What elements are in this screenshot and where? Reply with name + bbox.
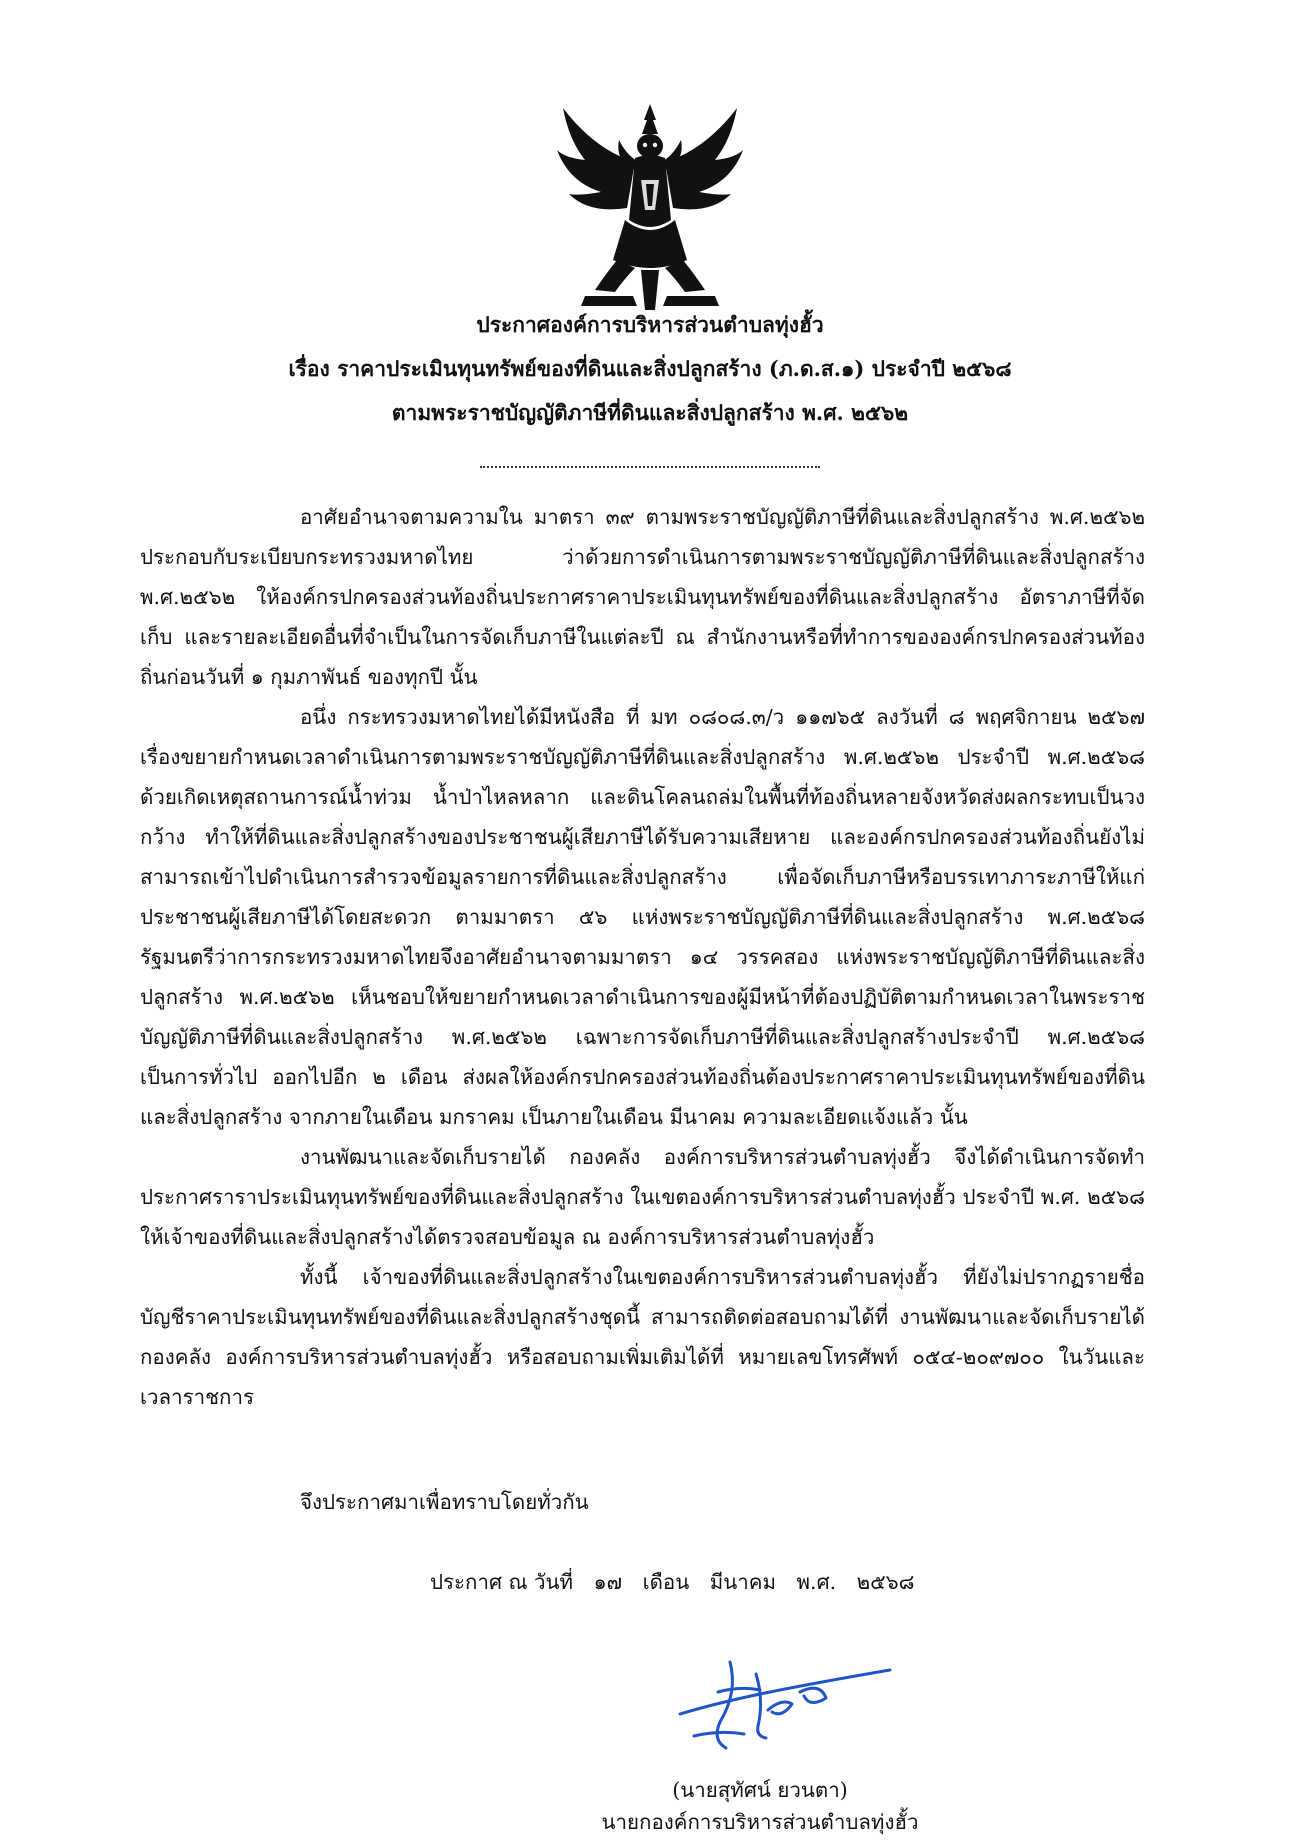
announcement-body — [140, 497, 1145, 1417]
signer-name: (นายสุทัศน์ ยวนตา) — [672, 1778, 848, 1802]
title-subject: เรื่อง ราคาประเมินทุนทรัพย์ของที่ดินและสิ่งปลูกสร้าง (ภ.ด.ส.๑) ประจำปี ๒๕๖๘ — [288, 356, 1012, 381]
date-year-label: พ.ศ. — [796, 1570, 837, 1594]
body-paragraph-3: งานพัฒนาและจัดเก็บรายได้ กองคลัง องค์การบริหารส่วนตำบลทุ่งฮั้ว จึงได้ดำเนินการจัดทำประกาศราราประเมินทุนทรัพย์ของที่ดินและสิ่งปลูกสร้าง ในเขตองค์การบริหารส่วนตำบลทุ่งฮั้ว ประจำปี พ.ศ. ๒๕๖๘ ให้เจ้าของที่ดินและสิ่งปลูกสร้างได้ตรวจสอบข้อมูล ณ องค์การบริหารส่วนตำบลทุ่งฮั้ว — [140, 1145, 1145, 1249]
date-month: มีนาคม — [709, 1570, 777, 1594]
title-legal-basis: ตามพระราชบัญญัติภาษีที่ดินและสิ่งปลูกสร้าง พ.ศ. ๒๕๖๒ — [391, 400, 909, 425]
title-dotted-divider — [480, 466, 820, 468]
signer-title: นายกองค์การบริหารส่วนตำบลทุ่งฮั้ว — [601, 1810, 919, 1834]
date-prefix: ประกาศ ณ วันที่ — [430, 1570, 574, 1594]
date-year: ๒๕๖๘ — [856, 1570, 915, 1594]
body-paragraph-4: ทั้งนี้ เจ้าของที่ดินและสิ่งปลูกสร้างในเขตองค์การบริหารส่วนตำบลทุ่งฮั้ว ที่ยังไม่ปรากฏรายชื่อบัญชีราคาประเมินทุนทรัพย์ของที่ดินและสิ่งปลูกสร้างชุดนี้ สามารถติดต่อสอบถามได้ที่ งานพัฒนาและจัดเก็บรายได้ กองคลัง องค์การบริหารส่วนตำบลทุ่งฮั้ว หรือสอบถามเพิ่มเติมได้ที่ หมายเลขโทรศัพท์ ๐๕๔-๒๐๙๗๐๐ ในวันและเวลาราชการ — [140, 1265, 1145, 1409]
date-month-label: เดือน — [642, 1570, 690, 1594]
date-day: ๑๗ — [593, 1570, 623, 1594]
title-organization: ประกาศองค์การบริหารส่วนตำบลทุ่งฮั้ว — [476, 312, 824, 337]
announcement-title — [140, 303, 1160, 435]
body-paragraph-1: อาศัยอำนาจตามความใน มาตรา ๓๙ ตามพระราชบัญญัติภาษีที่ดินและสิ่งปลูกสร้าง พ.ศ.๒๕๖๒ ประกอบกับระเบียบกระทรวงมหาดไทย ว่าด้วยการดำเนินการตามพระราชบัญญัติภาษีที่ดินและสิ่งปลูกสร้าง พ.ศ.๒๕๖๒ ให้องค์กรปกครองส่วนท้องถิ่นประกาศราคาประเมินทุนทรัพย์ของที่ดินและสิ่งปลูกสร้าง อัตราภาษีที่จัดเก็บ และรายละเอียดอื่นที่จำเป็นในการจัดเก็บภาษีในแต่ละปี ณ สำนักงานหรือที่ทำการขององค์กรปกครองส่วนท้องถิ่นก่อนวันที่ ๑ กุมภาพันธ์ ของทุกปี นั้น — [140, 505, 1145, 689]
garuda-emblem-icon — [555, 100, 745, 315]
handwritten-signature — [660, 1652, 900, 1762]
announcement-date — [430, 1562, 929, 1602]
body-paragraph-2: อนึ่ง กระทรวงมหาดไทยได้มีหนังสือ ที่ มท ๐๘๐๘.๓/ว ๑๑๗๖๕ ลงวันที่ ๘ พฤศจิกายน ๒๕๖๗ เรื่องขยายกำหนดเวลาดำเนินการตามพระราชบัญญัติภาษีที่ดินและสิ่งปลูกสร้าง พ.ศ.๒๕๖๒ ประจำปี พ.ศ.๒๕๖๘ ด้วยเกิดเหตุสถานการณ์น้ำท่วม น้ำป่าไหลหลาก และดินโคลนถล่มในพื้นที่ท้องถิ่นหลายจังหวัดส่งผลกระทบเป็นวงกว้าง ทำให้ที่ดินและสิ่งปลูกสร้างของประชาชนผู้เสียภาษีได้รับความเสียหาย และองค์กรปกครองส่วนท้องถิ่นยังไม่สามารถเข้าไปดำเนินการสำรวจข้อมูลรายการที่ดินและสิ่งปลูกสร้าง เพื่อจัดเก็บภาษีหรือบรรเทาภาระภาษีให้แก่ประชาชนผู้เสียภาษีได้โดยสะดวก ตามมาตรา ๕๖ แห่งพระราชบัญญัติภาษีที่ดินและสิ่งปลูกสร้าง พ.ศ.๒๕๖๘ รัฐมนตรีว่าการกระทรวงมหาดไทยจึงอาศัยอำนาจตามมาตรา ๑๔ วรรคสอง แห่งพระราชบัญญัติภาษีที่ดินและสิ่งปลูกสร้าง พ.ศ.๒๕๖๒ เห็นชอบให้ขยายกำหนดเวลาดำเนินการของผู้มีหน้าที่ต้องปฏิบัติตามกำหนดเวลาในพระราชบัญญัติภาษีที่ดินและสิ่งปลูกสร้าง พ.ศ.๒๕๖๒ เฉพาะการจัดเก็บภาษีที่ดินและสิ่งปลูกสร้างประจำปี พ.ศ.๒๕๖๘ เป็นการทั่วไป ออกไปอีก ๒ เดือน ส่งผลให้องค์กรปกครองส่วนท้องถิ่นต้องประกาศราคาประเมินทุนทรัพย์ของที่ดินและสิ่งปลูกสร้าง จากภายในเดือน มกราคม เป็นภายในเดือน มีนาคม ความละเอียดแจ้งแล้ว นั้น — [140, 705, 1145, 1129]
closing-statement: จึงประกาศมาเพื่อทราบโดยทั่วกัน — [300, 1490, 589, 1514]
